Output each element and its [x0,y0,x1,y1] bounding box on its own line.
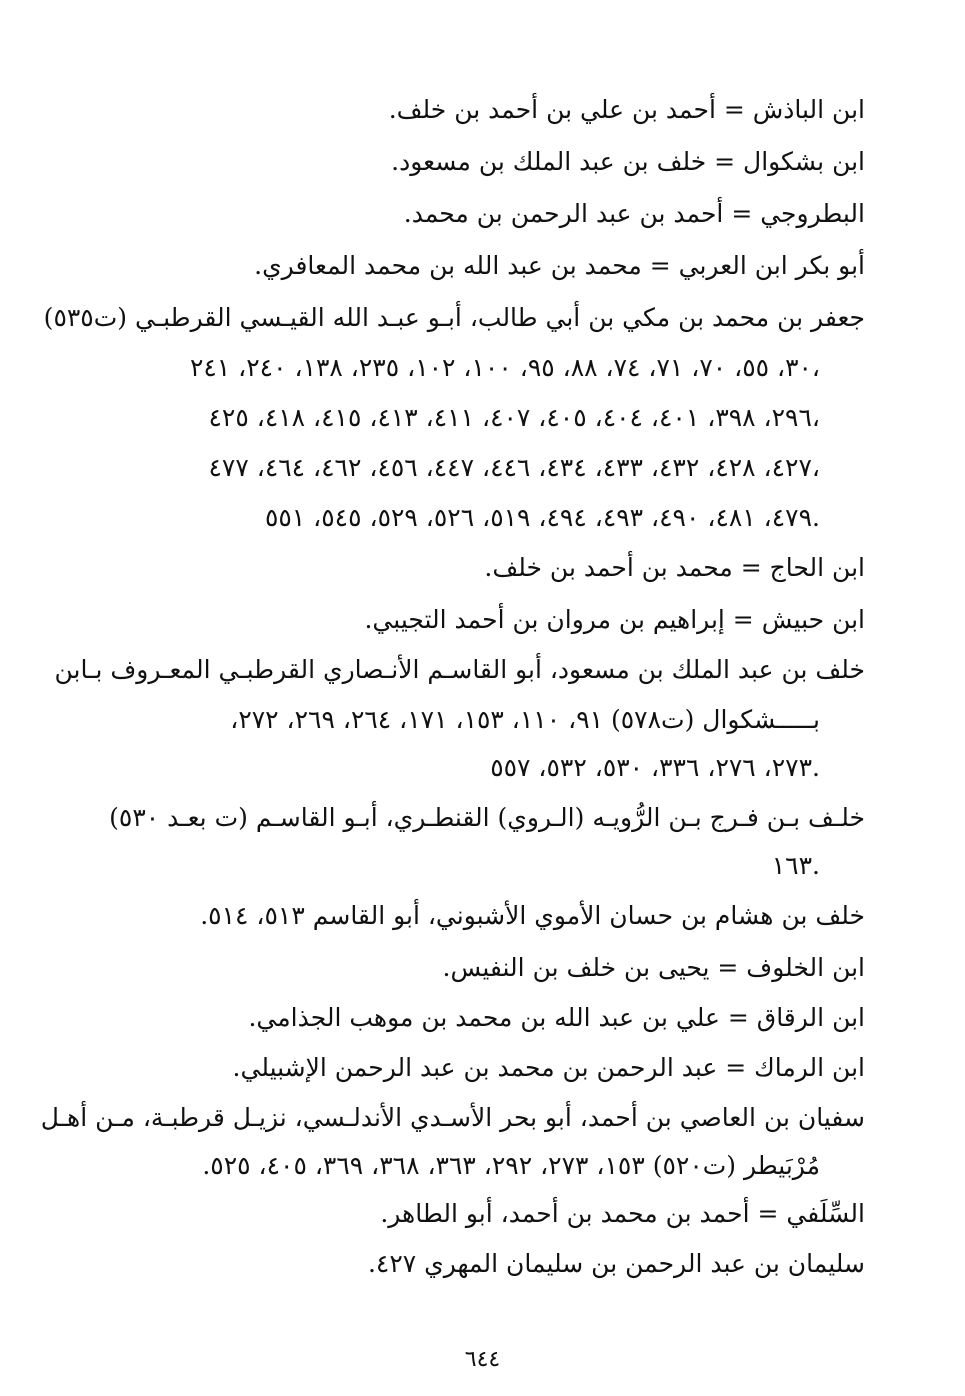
index-entry: خلـف بـن فـرج بـن الرُّويـه (الـروي) القنطـري، أبـو القاسـم (ت بعـد ٥٣٠) [109,803,865,832]
index-entry: ابن الباذش = أحمد بن علي بن أحمد بن خلف. [388,95,865,124]
index-entry: ابن الرماك = عبد الرحمن بن محمد بن عبد الرحمن الإشبيلي. [232,1053,865,1082]
index-page-refs: بـــــشكوال (ت٥٧٨) ٩١، ١١٠، ١٥٣، ١٧١، ٢٦٤، ٢٦٩، ٢٧٢، [230,705,820,734]
index-entry: ابن الرقاق = علي بن عبد الله بن محمد بن موهب الجذامي. [248,1003,865,1032]
index-entry: خلف بن عبد الملك بن مسعود، أبو القاسـم الأنـصاري القرطبـي المعـروف بـابن [54,655,865,684]
index-page-refs: ١٦٣. [771,851,820,880]
index-page-refs: ٤٧٩، ٤٨١، ٤٩٠، ٤٩٣، ٤٩٤، ٥١٩، ٥٢٦، ٥٢٩، ٥٤٥، ٥٥١. [264,503,820,532]
index-page-refs: مُرْبَيطر (ت٥٢٠) ١٥٣، ٢٧٣، ٢٩٢، ٣٦٣، ٣٦٨، ٣٦٩، ٤٠٥، ٥٢٥. [202,1151,820,1180]
index-entry: السِّلَفي = أحمد بن محمد بن أحمد، أبو الطاهر. [380,1199,865,1228]
page-number: ٦٤٤ [464,1347,501,1372]
index-entry: ابن حبيش = إبراهيم بن مروان بن أحمد التجيبي. [364,605,865,634]
index-page-refs: ٢٧٣، ٢٧٦، ٣٣٦، ٥٣٠، ٥٣٢، ٥٥٧. [490,753,820,782]
index-entry: ابن بشكوال = خلف بن عبد الملك بن مسعود. [391,147,865,176]
index-entry: ابن الخلوف = يحيى بن خلف بن النفيس. [442,953,865,982]
index-entry: أبو بكر ابن العربي = محمد بن عبد الله بن محمد المعافري. [254,251,865,280]
index-entry: ابن الحاج = محمد بن أحمد بن خلف. [484,553,865,582]
index-entry: جعفر بن محمد بن مكي بن أبي طالب، أبـو عبـد الله القيـسي القرطبـي (ت٥٣٥) [43,303,865,332]
index-entry: خلف بن هشام بن حسان الأموي الأشبوني، أبو القاسم ٥١٣، ٥١٤. [200,901,865,930]
index-page-refs: ٢٩٦، ٣٩٨، ٤٠١، ٤٠٤، ٤٠٥، ٤٠٧، ٤١١، ٤١٣، ٤١٥، ٤١٨، ٤٢٥، [208,403,820,432]
index-page-refs: ٤٢٧، ٤٢٨، ٤٣٢، ٤٣٣، ٤٣٤، ٤٤٦، ٤٤٧، ٤٥٦، ٤٦٢، ٤٦٤، ٤٧٧، [208,453,820,482]
index-entry: سليمان بن عبد الرحمن بن سليمان المهري ٤٢٧. [367,1249,865,1278]
index-entry: سفيان بن العاصي بن أحمد، أبو بحر الأسـدي الأندلـسي، نزيـل قرطبـة، مـن أهـل [40,1103,865,1132]
index-page-refs: ٣٠، ٥٥، ٧٠، ٧١، ٧٤، ٨٨، ٩٥، ١٠٠، ١٠٢، ٢٣٥، ١٣٨، ٢٤٠، ٢٤١، [189,353,820,382]
index-entry: البطروجي = أحمد بن عبد الرحمن بن محمد. [403,199,865,228]
